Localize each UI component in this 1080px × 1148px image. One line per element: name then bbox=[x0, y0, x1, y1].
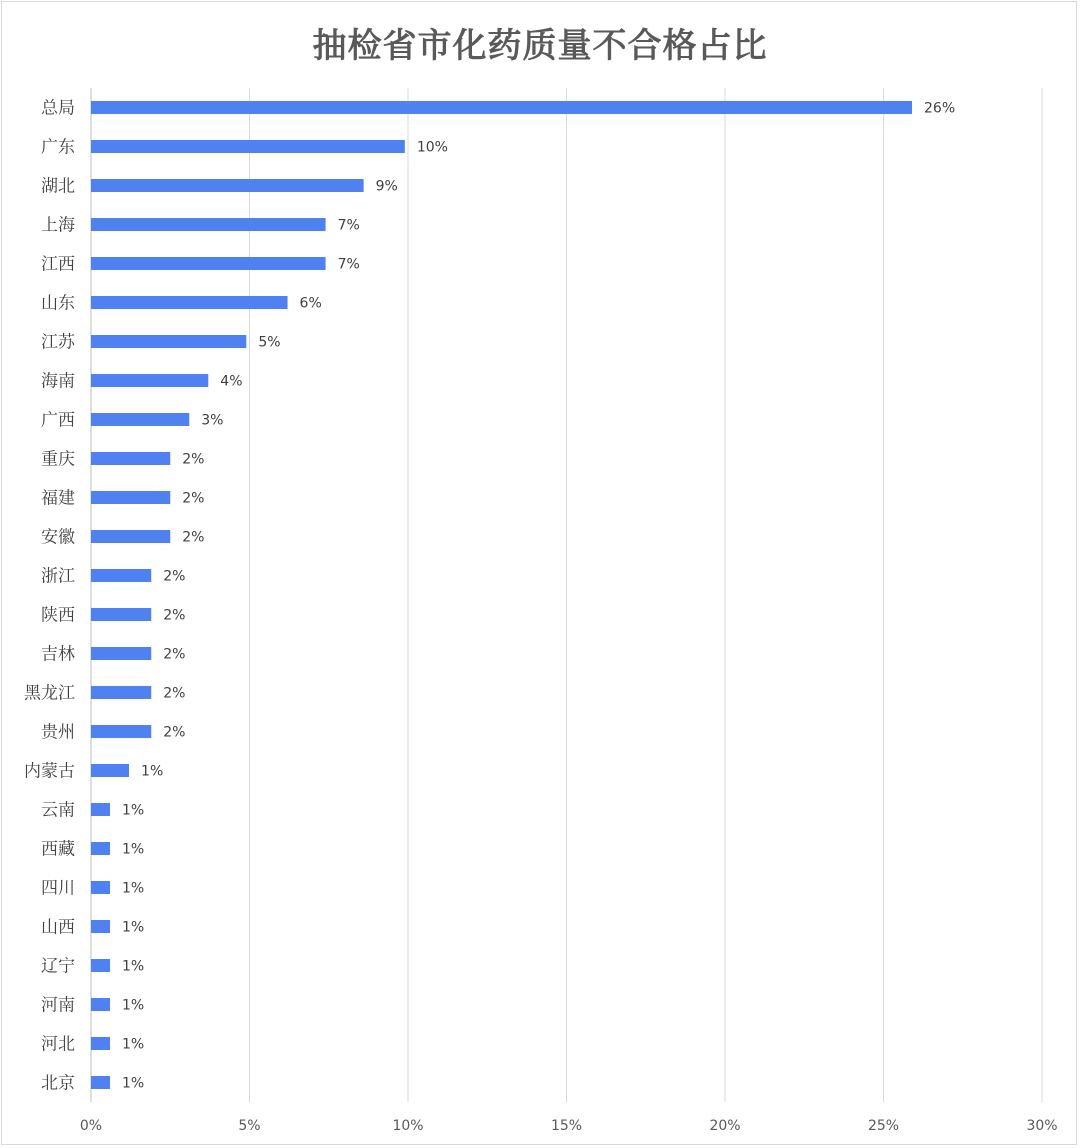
data-label: 7% bbox=[337, 217, 360, 234]
category-label: 广东 bbox=[41, 137, 75, 158]
bar bbox=[91, 725, 151, 738]
data-label: 2% bbox=[163, 646, 186, 663]
data-label: 1% bbox=[122, 958, 145, 975]
bar bbox=[91, 218, 326, 231]
category-label: 江西 bbox=[41, 254, 75, 275]
category-label: 山西 bbox=[41, 917, 75, 938]
data-label: 2% bbox=[163, 724, 186, 741]
data-label: 10% bbox=[416, 139, 448, 156]
data-label: 3% bbox=[201, 412, 224, 429]
category-label: 福建 bbox=[41, 488, 75, 509]
bar bbox=[91, 842, 110, 855]
category-label: 总局 bbox=[41, 98, 75, 119]
x-tick-label: 15% bbox=[550, 1118, 583, 1134]
category-label: 安徽 bbox=[41, 527, 75, 548]
category-label: 陕西 bbox=[41, 605, 75, 626]
data-label: 26% bbox=[924, 100, 956, 117]
category-label: 海南 bbox=[41, 371, 75, 392]
data-label: 6% bbox=[299, 295, 322, 312]
category-label: 江苏 bbox=[41, 332, 75, 353]
category-label: 上海 bbox=[41, 215, 75, 236]
bar bbox=[91, 1076, 110, 1089]
category-label: 四川 bbox=[41, 878, 75, 899]
category-label: 浙江 bbox=[41, 566, 75, 587]
x-tick-label: 10% bbox=[392, 1118, 424, 1134]
category-label: 北京 bbox=[41, 1073, 75, 1094]
data-label: 9% bbox=[375, 178, 398, 195]
category-label: 重庆 bbox=[41, 449, 75, 470]
data-label: 7% bbox=[337, 256, 360, 273]
x-tick-label: 0% bbox=[79, 1118, 103, 1134]
bar bbox=[91, 803, 110, 816]
bar bbox=[91, 335, 246, 348]
data-label: 2% bbox=[182, 451, 205, 468]
bar bbox=[91, 491, 170, 504]
category-label: 西藏 bbox=[41, 839, 75, 860]
data-label: 1% bbox=[122, 1036, 145, 1053]
category-label: 吉林 bbox=[41, 644, 75, 665]
bar bbox=[91, 647, 151, 660]
bar bbox=[91, 608, 151, 621]
bar bbox=[91, 686, 151, 699]
bar bbox=[91, 296, 288, 309]
category-label: 云南 bbox=[41, 800, 75, 821]
bar bbox=[91, 998, 110, 1011]
category-label: 河北 bbox=[41, 1034, 75, 1055]
category-label: 湖北 bbox=[41, 176, 75, 197]
bar bbox=[91, 920, 110, 933]
data-label: 2% bbox=[163, 607, 186, 624]
data-label: 2% bbox=[182, 490, 205, 507]
data-label: 2% bbox=[163, 568, 186, 585]
bar bbox=[91, 1037, 110, 1050]
bar bbox=[91, 374, 208, 387]
category-label: 内蒙古 bbox=[24, 761, 75, 782]
bar bbox=[91, 140, 405, 153]
category-label: 山东 bbox=[41, 293, 75, 314]
category-label: 广西 bbox=[41, 410, 75, 431]
data-label: 2% bbox=[182, 529, 205, 546]
bar bbox=[91, 881, 110, 894]
x-tick-label: 30% bbox=[1026, 1118, 1058, 1134]
data-label: 1% bbox=[122, 1075, 145, 1092]
category-label: 黑龙江 bbox=[24, 683, 75, 704]
bar bbox=[91, 257, 326, 270]
x-tick-label: 25% bbox=[867, 1118, 900, 1134]
category-label: 辽宁 bbox=[41, 956, 75, 977]
bar bbox=[91, 101, 912, 114]
category-label: 贵州 bbox=[41, 722, 75, 743]
chart-title: 抽检省市化药质量不合格占比 bbox=[312, 26, 768, 66]
data-label: 1% bbox=[141, 763, 164, 780]
data-label: 5% bbox=[258, 334, 281, 351]
data-label: 1% bbox=[122, 919, 145, 936]
category-label: 河南 bbox=[41, 995, 75, 1016]
bar bbox=[91, 959, 110, 972]
data-label: 4% bbox=[220, 373, 243, 390]
data-label: 1% bbox=[122, 841, 145, 858]
bar bbox=[91, 179, 364, 192]
data-label: 1% bbox=[122, 997, 145, 1014]
bar bbox=[91, 452, 170, 465]
x-tick-label: 20% bbox=[709, 1118, 741, 1134]
bar bbox=[91, 413, 189, 426]
bar bbox=[91, 569, 151, 582]
data-label: 1% bbox=[122, 802, 145, 819]
x-tick-label: 5% bbox=[238, 1118, 261, 1134]
data-label: 2% bbox=[163, 685, 186, 702]
data-label: 1% bbox=[122, 880, 145, 897]
bar bbox=[91, 764, 129, 777]
bar bbox=[91, 530, 170, 543]
